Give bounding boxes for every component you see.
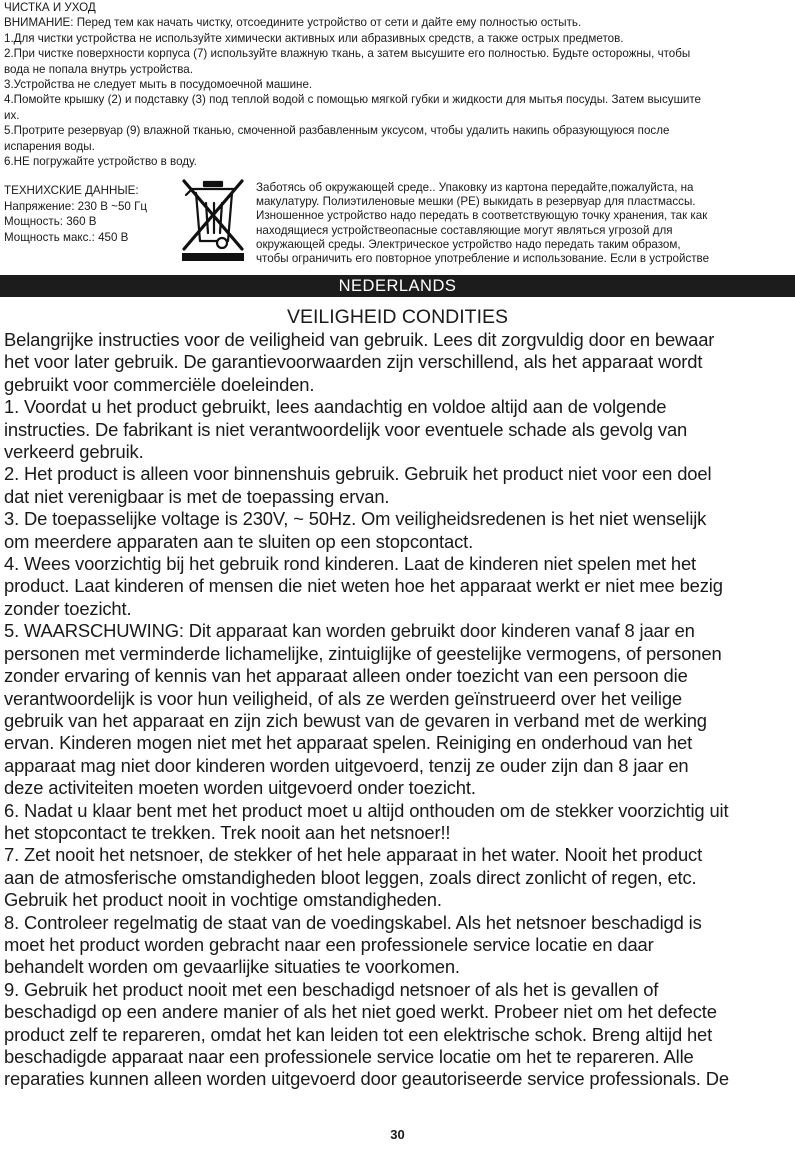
nl-text-line: reparaties kunnen alleen worden uitgevoerd door geautoriseerde service professionals. De bbox=[4, 1068, 729, 1090]
nl-text-line: apparaat mag niet door kinderen worden uitgevoerd, tenzij ze ouder zijn dan 8 jaar en bbox=[4, 754, 689, 776]
nl-text-line: 9. Gebruik het product nooit met een beschadigd netsnoer of als het is gevallen of bbox=[4, 978, 659, 1000]
language-banner: NEDERLANDS bbox=[0, 275, 795, 297]
crossed-out-wheelie-bin-icon bbox=[178, 177, 248, 263]
eco-text-line: чтобы ограничить его повторное употребление и использование. Если в устройстве bbox=[256, 252, 710, 266]
ru-text-line: 1.Для чистки устройства не используйте химически активных или абразивных средств, а также острых предметов. bbox=[4, 31, 624, 45]
nl-text-line: 2. Het product is alleen voor binnenshuis gebruik. Gebruik het product niet voor een doel bbox=[4, 463, 712, 485]
safety-title: VEILIGHEID CONDITIES bbox=[286, 306, 509, 328]
eco-text-line: Изношенное устройство надо передать в соответствующую точку хранения, так как bbox=[256, 209, 708, 223]
nl-text-line: Belangrijke instructies voor de veiligheid van gebruik. Lees dit zorgvuldig door en bewaar bbox=[4, 329, 715, 350]
ru-text-line: испарения воды. bbox=[4, 139, 95, 153]
tech-title: ТЕХНИХСКИЕ ДАННЫЕ: bbox=[4, 184, 139, 197]
nl-text-line: 5. WAARSCHUWING: Dit apparaat kan worden gebruikt door kinderen vanaf 8 jaar en bbox=[4, 620, 695, 642]
eco-text-line: окружающей среды. Электрическое устройство надо передать таким образом, bbox=[256, 237, 681, 251]
nl-text-line: behandelt worden om gevaarlijke situaties te voorkomen. bbox=[4, 956, 460, 978]
nl-text-line: verantwoordelijk is voor hun veiligheid, of als ze werden geïnstrueerd over het veilige bbox=[4, 687, 683, 709]
ru-text-line: 2.При чистке поверхности корпуса (7) используйте влажную ткань, а затем высушите его полностью. Будьте осторожны, чтобы bbox=[4, 47, 691, 61]
nl-text-line: 6. Nadat u klaar bent met het product moet u altijd onthouden om de stekker voorzichtig uit bbox=[4, 799, 729, 821]
eco-text-line: макулатуру. Полиэтиленовые мешки (PE) выкидать в резервуар для пластмассы. bbox=[256, 195, 696, 209]
russian-cleaning-section bbox=[4, 0, 794, 169]
eco-text-line: Заботясь об окружающей среде.. Упаковку из картона передайте,пожалуйста, на bbox=[256, 181, 694, 194]
nl-text-line: om meerdere apparaten aan te sluiten op een stopcontact. bbox=[4, 530, 474, 552]
nl-text-line: verkeerd gebruik. bbox=[4, 441, 144, 463]
ru-instruction-list bbox=[4, 15, 794, 169]
nl-text-line: ervan. Kinderen mogen niet met het apparaat spelen. Reiniging en onderhoud van het bbox=[4, 732, 693, 754]
nl-text-line: product zelf te repareren, omdat het kan leiden tot een elektrische schok. Breng altijd het bbox=[4, 1023, 713, 1045]
nl-text-line: product. Laat kinderen of mensen die niet weten hoe het apparaat werkt er niet mee bezig bbox=[4, 575, 723, 597]
nl-text-line: dat niet verenigbaar is met de toepassing ervan. bbox=[4, 485, 390, 507]
tech-line: Мощность макс.: 450 В bbox=[4, 230, 129, 244]
ru-text-line: 3.Устройства не следует мыть в посудомоечной машине. bbox=[4, 78, 313, 92]
ru-text-line: их. bbox=[4, 108, 20, 122]
nl-text-line: personen met verminderde lichamelijke, zintuiglijke of geestelijke vermogens, of personen bbox=[4, 642, 722, 664]
nl-text-line: 1. Voordat u het product gebruikt, lees aandachtig en voldoe altijd aan de volgende bbox=[4, 396, 667, 418]
ru-text-line: 5.Протрите резервуар (9) влажной тканью, смоченной разбавленным уксусом, чтобы удалить накипь образующуюся после bbox=[4, 124, 670, 138]
nl-text-line: aan de atmosferische omstandigheden bloot leggen, zoals direct zonlicht of regen, etc. bbox=[4, 866, 697, 888]
tech-values bbox=[4, 199, 174, 246]
nl-text-line: het voor later gebruik. De garantievoorwaarden zijn verschillend, als het apparaat wordt bbox=[4, 351, 703, 373]
nl-text-line: moet het product worden gebracht naar een professionele service locatie en daar bbox=[4, 933, 654, 955]
nl-text-line: deze activiteiten moeten worden uitgevoerd onder toezicht. bbox=[4, 777, 476, 799]
nl-text-line: beschadigd op een andere manier of als het niet goed werkt. Probeer niet om het defecte bbox=[4, 1001, 717, 1023]
ru-text-line: вода не попала внутрь устройства. bbox=[4, 62, 193, 76]
environment-notice bbox=[256, 181, 794, 266]
nl-text-line: zonder toezicht. bbox=[4, 597, 132, 619]
nl-text-line: beschadigde apparaat naar een professionele service locatie om het te repareren. Alle bbox=[4, 1046, 694, 1067]
ru-text-line: ВНИМАНИЕ: Перед тем как начать чистку, отсоедините устройство от сети и дайте ему полностью остыть. bbox=[4, 16, 582, 30]
ru-text-line: 4.Помойте крышку (2) и подставку (3) под теплой водой с помощью мягкой губки и жидкости для мытья посуды. Затем высушите bbox=[4, 93, 701, 107]
tech-line: Напряжение: 230 В ~50 Гц bbox=[4, 199, 147, 213]
nl-text-line: instructies. De fabrikant is niet verantwoordelijk voor eventuele schade als gevolg van bbox=[4, 418, 688, 440]
nl-text-line: 8. Controleer regelmatig de staat van de voedingskabel. Als het netsnoer beschadigd is bbox=[4, 911, 702, 933]
nl-text-line: het stopcontact te trekken. Trek nooit aan het netsnoer!! bbox=[4, 821, 451, 843]
eco-text-line: находящиеся устройствеопасные составляющие могут являться угрозой для bbox=[256, 223, 673, 237]
nl-text-line: zonder ervaring of kennis van het apparaat alleen onder toezicht van een persoon die bbox=[4, 665, 688, 687]
nl-text-line: 4. Wees voorzichtig bij het gebruik rond kinderen. Laat de kinderen niet spelen met het bbox=[4, 553, 697, 575]
technical-data bbox=[4, 183, 174, 245]
nl-text-line: gebruikt voor commerciële doeleinden. bbox=[4, 373, 315, 395]
nl-text-line: 7. Zet nooit het netsnoer, de stekker of het hele apparaat in het water. Nooit het product bbox=[4, 844, 703, 866]
dutch-safety-instructions bbox=[4, 329, 795, 1091]
ru-text-line: 6.НЕ погружайте устройство в воду. bbox=[4, 155, 197, 169]
ru-section-title: ЧИСТКА И УХОД bbox=[4, 1, 96, 14]
nl-text-line: Gebruik het product nooit in vochtige omstandigheden. bbox=[4, 889, 442, 911]
page-number: 30 bbox=[390, 1127, 405, 1142]
tech-line: Мощность: 360 В bbox=[4, 215, 97, 229]
nl-text-line: gebruik van het apparaat en zijn zich bewust van de gevaren in verband met de werking bbox=[4, 709, 707, 731]
nl-text-line: 3. De toepasselijke voltage is 230V, ~ 50Hz. Om veiligheidsredenen is het niet wenselijk bbox=[4, 508, 707, 530]
